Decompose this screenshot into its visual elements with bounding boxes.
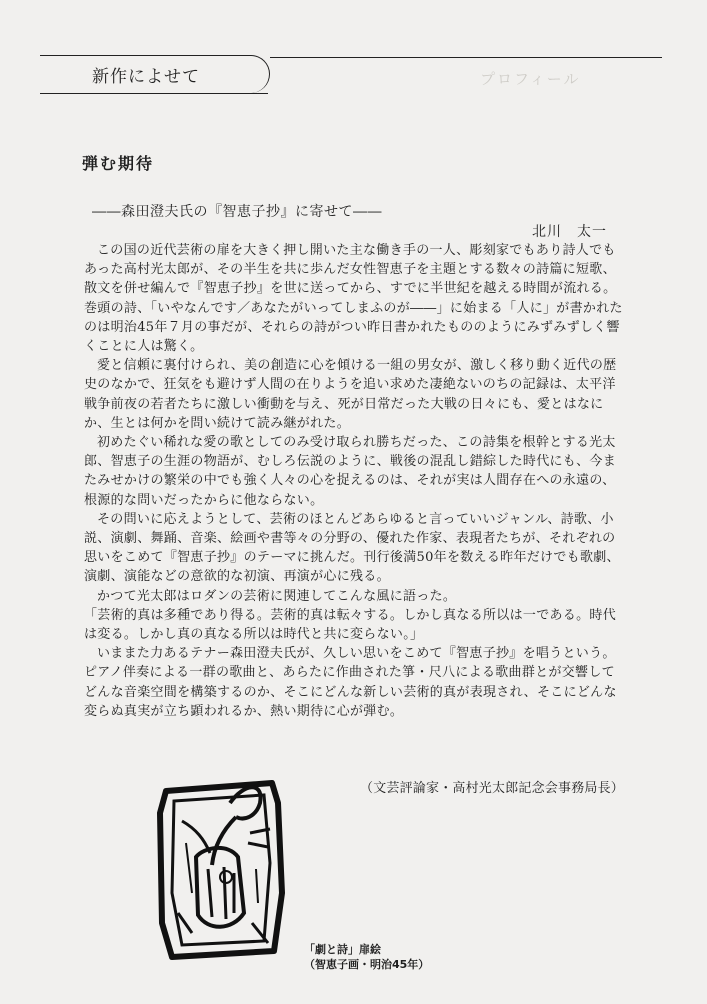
section-title: 新作によせて	[92, 67, 200, 87]
paragraph: かつて光太郎はロダンの芸術に関連してこんな風に語った。	[97, 588, 457, 604]
quotation: 「芸術的真は多種であり得る。芸術的真は転々する。しかし真なる所以は一である。時代は変る。しかし真の真なる所以は時代と共に変らない。」	[84, 607, 617, 643]
article-body	[84, 241, 628, 721]
caption-title: 「劇と詩」扉絵	[304, 943, 381, 956]
paragraph: その問いに応えようとして、芸術のほとんどあらゆると言っていいジャンル、詩歌、小説、演劇、舞踊、音楽、絵画や書等々の分野の、優れた作家、表現者たちが、それぞれの思いをこめて『智恵子抄』のテーマに挑んだ。刊行後満50年を数える昨年だけでも歌劇、演劇、演能などの意欲的な初演、再演が心に残る。	[84, 511, 620, 585]
bleed-through-text: プロフィール	[480, 70, 581, 88]
paragraph: 愛と信頼に裏付けられ、美の創造に心を傾ける一組の男女が、激しく移り動く近代の歴史のなかで、狂気をも避けず人間の在りようを追い求めた凄絶ないのちの記録は、太平洋戦争前夜の若者たちに激しい衝動を与え、死が日常だった大戦の日々にも、愛とはなにか、生とは何かを問い続けて読み継がれた。	[84, 358, 617, 431]
paragraph: この国の近代芸術の扉を大きく押し開いた主な働き手の一人、彫刻家でもあり詩人でもあった高村光太郎が、その半生を共に歩んだ女性智恵子を主題とする数々の詩篇に短歌、散文を併せ編んで『智恵子抄』を世に送ってから、すでに半世紀を越える時間が流れる。巻頭の詩、「いやなんです／あなたがいってしまふのが――」に始まる「人に」が書かれたのは明治45年７月の事だが、それらの詩がつい昨日書かれたもののようにみずみずしく響くことに人は驚く。	[84, 243, 623, 355]
author-credit: （文芸評論家・高村光太郎記念会事務局長）	[360, 781, 625, 796]
artwork-caption	[304, 942, 429, 972]
article-subtitle: ――森田澄夫氏の『智恵子抄』に寄せて――	[92, 204, 382, 220]
ink-drawing-icon	[152, 773, 292, 963]
caption-detail: （智恵子画・明治45年）	[304, 958, 430, 971]
paragraph: いままた力あるテナー森田澄夫氏が、久しい思いをこめて『智恵子抄』を唱うという。ピアノ伴奏による一群の歌曲と、あらたに作曲された箏・尺八による歌曲群とが交響してどんな音楽空間を構築するのか、そこにどんな新しい芸術的真が表現され、そこにどんな変らぬ真実が立ち顕われるか、熱い期待に心が弾む。	[84, 646, 617, 719]
article-title: 弾む期待	[82, 154, 155, 173]
header-top-rule	[270, 57, 662, 58]
author-name: 北川 太一	[532, 224, 607, 240]
header-bottom-rule	[40, 93, 268, 94]
paragraph: 初めたぐい稀れな愛の歌としてのみ受け取られ勝ちだった、この詩集を根幹とする光太郎、智恵子の生涯の物語が、むしろ伝説のように、戦後の混乱し錯綜した時代にも、今またみせかけの繁栄の中でも強く人々の心を捉えるのは、それが実は人間存在への永遠の、根源的な問いだったからに他ならない。	[84, 435, 617, 508]
